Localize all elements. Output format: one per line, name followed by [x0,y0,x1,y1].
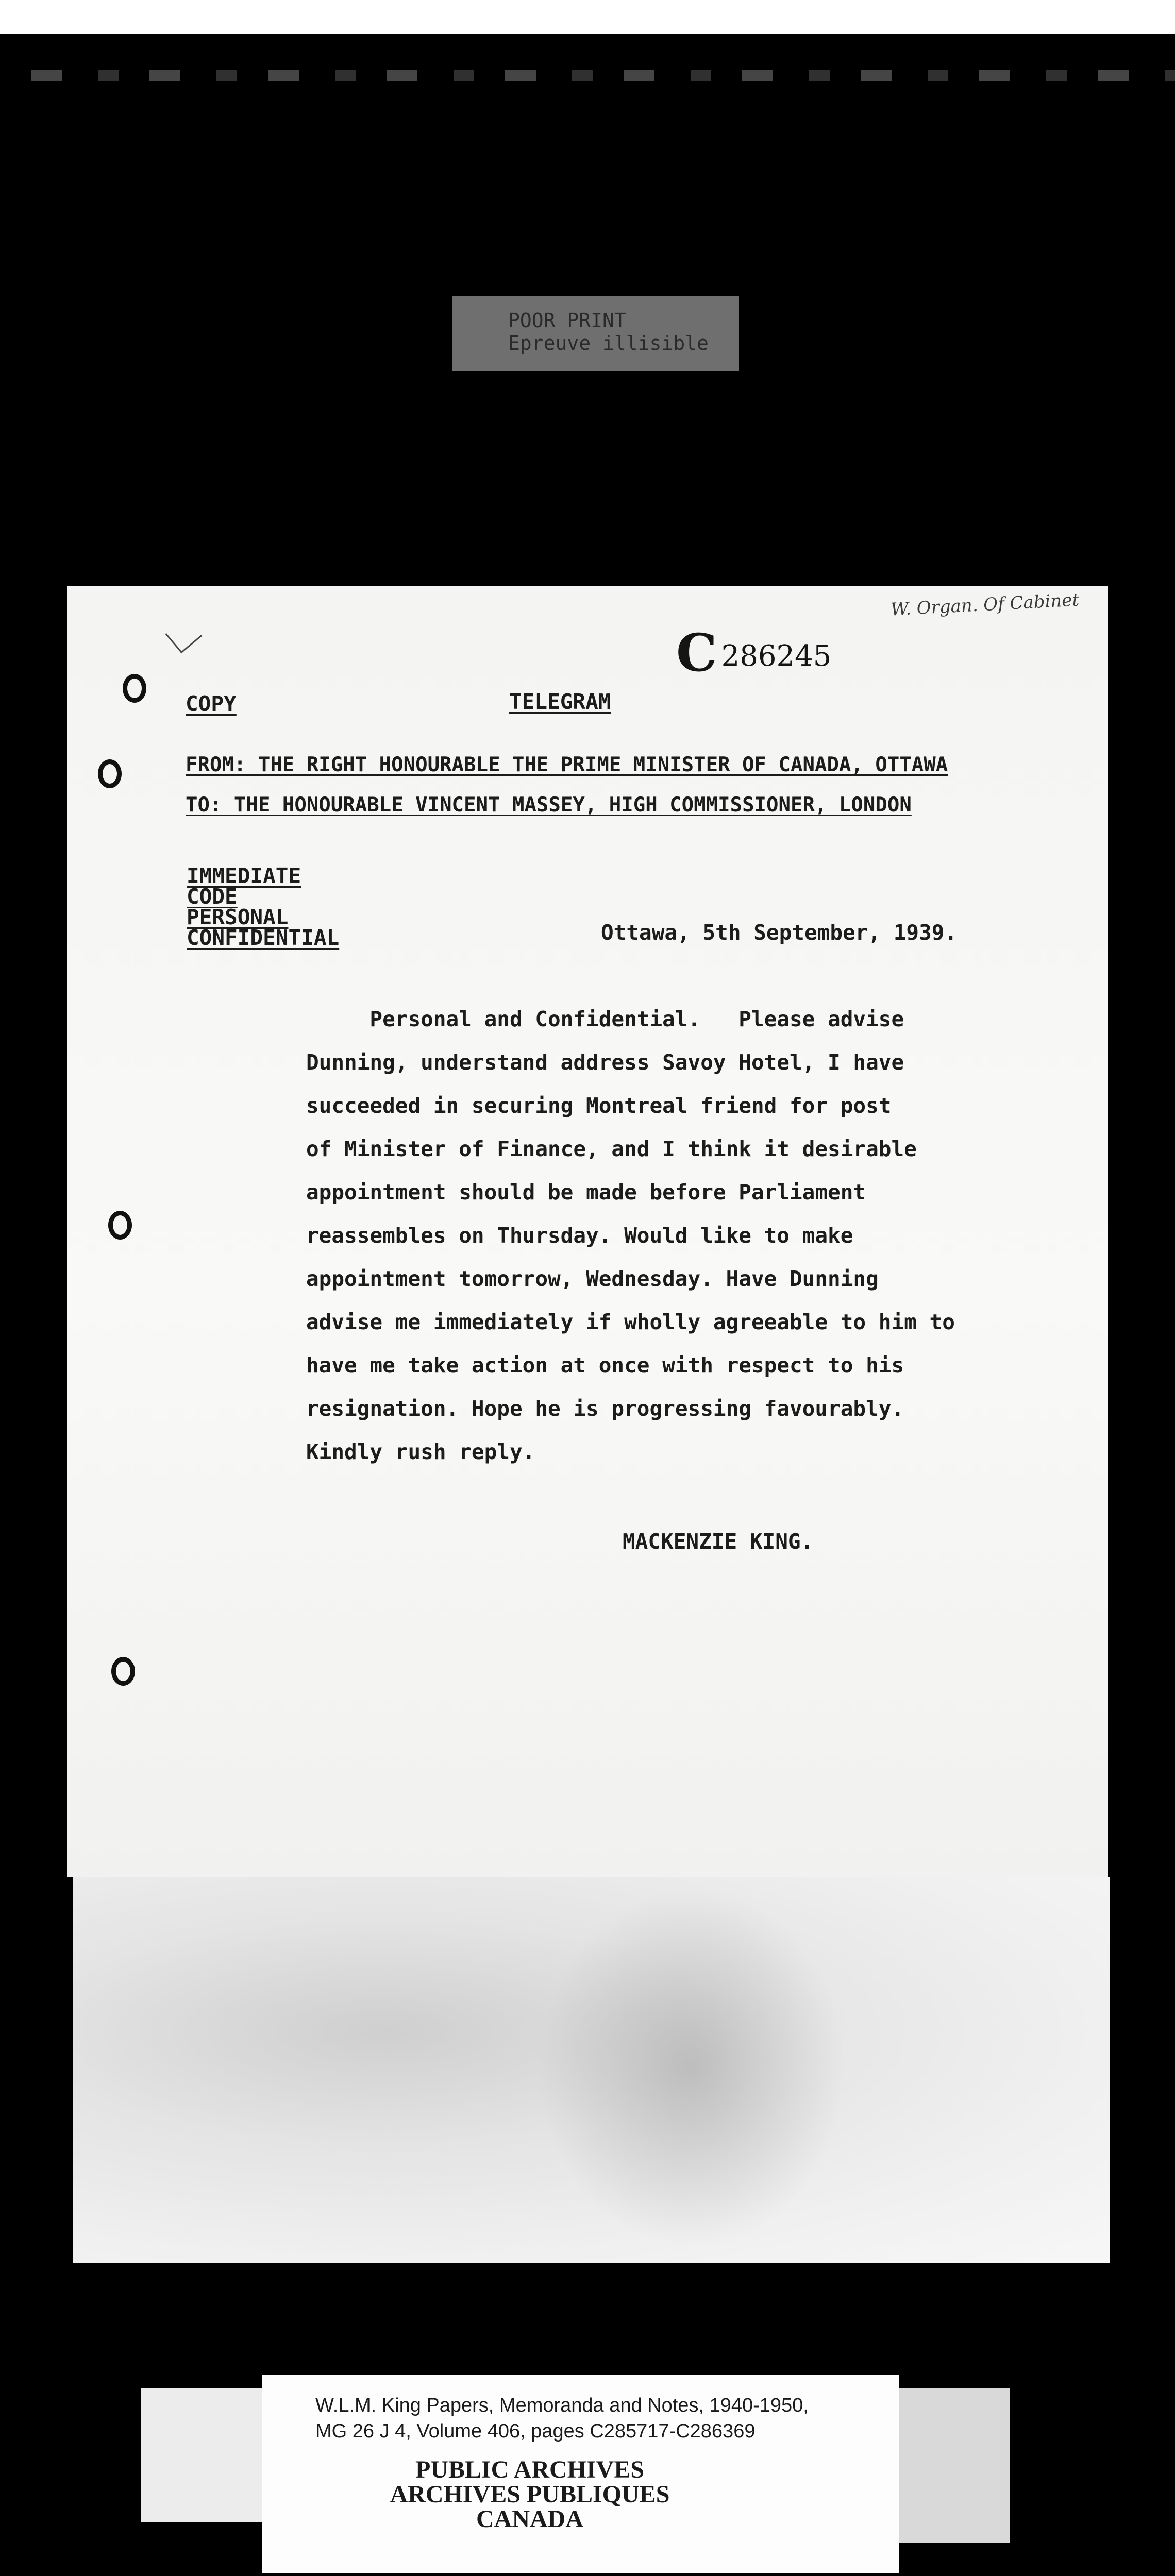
body-line: Kindly rush reply. [306,1439,535,1464]
body-line: advise me immediately if wholly agreeable to him to [306,1310,955,1334]
copy-label: COPY [186,691,237,716]
classification-code: CODE [187,884,238,909]
org-line-1: PUBLIC ARCHIVES [415,2456,645,2483]
document-number-stamp [676,622,831,683]
punch-hole-icon [111,1657,135,1686]
classification-personal: PERSONAL [187,905,289,929]
stamp-number: 286245 [721,639,832,673]
citation-line-1: W.L.M. King Papers, Memoranda and Notes, 1940-1950, [315,2395,809,2416]
telegram-title: TELEGRAM [509,689,611,714]
dateline: Ottawa, 5th September, 1939. [601,920,958,945]
body-line: reassembles on Thursday. Would like to make [306,1223,853,1248]
body-line: appointment tomorrow, Wednesday. Have Dunning [306,1266,879,1291]
blank-backing-sheet [73,1877,1110,2263]
body-line: Dunning, understand address Savoy Hotel, I have [306,1050,904,1075]
body-line: have me take action at once with respect to his [306,1353,904,1378]
body-line: succeeded in securing Montreal friend for post [306,1093,892,1118]
citation-line-2: MG 26 J 4, Volume 406, pages C285717-C286369 [315,2420,756,2442]
poor-print-line-2: Epreuve illisible [508,332,709,354]
from-line: FROM: THE RIGHT HONOURABLE THE PRIME MINISTER OF CANADA, OTTAWA [186,753,948,776]
archive-label [262,2375,899,2573]
body-line: Personal and Confidential. Please advise [306,1007,904,1031]
body-line: resignation. Hope he is progressing favourably. [306,1396,904,1421]
film-scratch [0,70,1175,81]
org-line-3: CANADA [476,2505,583,2533]
body-line: of Minister of Finance, and I think it desirable [306,1137,917,1161]
top-border [0,0,1175,34]
classification-immediate: IMMEDIATE [187,863,301,888]
punch-hole-icon [108,1211,132,1240]
poor-print-line-1: POOR PRINT [508,309,626,332]
org-line-2: ARCHIVES PUBLIQUES [390,2481,670,2508]
stamp-letter: C [676,622,717,683]
label-backing-right [899,2388,1010,2543]
archive-organization [262,2458,798,2532]
to-line: TO: THE HONOURABLE VINCENT MASSEY, HIGH COMMISSIONER, LONDON [186,793,912,817]
punch-hole-icon [123,674,146,703]
body-line: appointment should be made before Parliament [306,1180,866,1205]
punch-hole-icon [98,759,122,788]
signature: MACKENZIE KING. [623,1529,814,1554]
classification-confidential: CONFIDENTIAL [187,925,340,950]
poor-print-notice [452,296,739,371]
archive-citation [315,2393,809,2444]
handwritten-note: W. Organ. Of Cabinet [890,589,1080,620]
